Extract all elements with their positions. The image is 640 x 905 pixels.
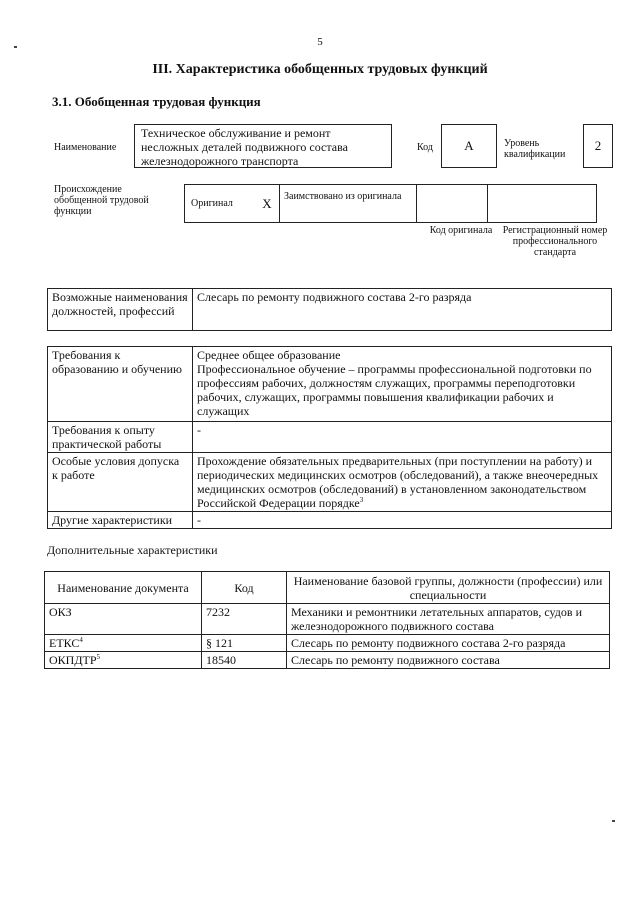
- education-value: [193, 347, 612, 422]
- positions-value: Слесарь по ремонту подвижного состава 2-го разряда: [193, 289, 612, 331]
- table-row: [45, 604, 610, 635]
- row-doc: ОКПДТР$^5$: [45, 652, 202, 669]
- additional-table: [44, 571, 610, 669]
- footnote-3: 3: [359, 496, 364, 504]
- header-name: Наименование базовой группы, должности (профессии) или специальности: [287, 572, 610, 604]
- subsection-title: 3.1. Обобщенная трудовая функция: [52, 94, 261, 109]
- level-label: Уровень квалификации: [504, 138, 566, 160]
- row-name: Слесарь по ремонту подвижного состава 2-го разряда: [287, 635, 610, 652]
- origin-table: [184, 184, 597, 223]
- header-code: Код: [202, 572, 287, 604]
- original-label: Оригинал: [185, 185, 256, 223]
- scan-mark: [612, 820, 615, 822]
- code-label: Код: [417, 142, 433, 153]
- footnote-4: 4: [79, 636, 83, 644]
- row-doc: ОКЗ: [45, 604, 202, 635]
- row-doc: ЕТКС$^4$: [45, 635, 202, 652]
- education-line1: Среднее общее образование: [197, 348, 341, 362]
- row-name: Механики и ремонтники летательных аппаратов, судов и железнодорожного подвижного состава: [287, 604, 610, 635]
- original-mark: X: [255, 185, 280, 223]
- header-doc: Наименование документа: [45, 572, 202, 604]
- experience-value: -: [193, 422, 612, 453]
- row-name: Слесарь по ремонту подвижного состава: [287, 652, 610, 669]
- section-title: III. Характеристика обобщенных трудовых функций: [152, 62, 488, 77]
- code-value-box: A: [441, 124, 497, 168]
- conditions-value: [193, 453, 612, 512]
- table-row: [45, 635, 610, 652]
- name-label: Наименование: [54, 142, 117, 153]
- positions-table: [47, 288, 612, 331]
- code-original-label: Код оригинала: [429, 225, 493, 236]
- function-name-box: Техническое обслуживание и ремонт несложных деталей подвижного состава железнодорожного транспорта: [134, 124, 392, 168]
- origin-label: Происхождение обобщенной трудовой функции: [54, 184, 149, 217]
- experience-label: Требования к опыту практической работы: [48, 422, 193, 453]
- reg-number-label: Регистрационный номер профессионального стандарта: [502, 225, 608, 258]
- conditions-label: Особые условия допуска к работе: [48, 453, 193, 512]
- row-code: 18540: [202, 652, 287, 669]
- row-code: 7232: [202, 604, 287, 635]
- conditions-text: Прохождение обязательных предварительных (при поступлении на работу) и периодических медицинских осмотров (обследований), а также внеочередных медицинских осмотров (обследований) в установленном законодательством Российской Федерации порядке: [197, 454, 599, 510]
- additional-title: Дополнительные характеристики: [47, 543, 218, 557]
- table-row: [45, 652, 610, 669]
- reg-number-cell: [488, 185, 597, 223]
- row-code: § 121: [202, 635, 287, 652]
- positions-label: Возможные наименования должностей, профессий: [48, 289, 193, 331]
- requirements-table: [47, 346, 612, 529]
- page-number: 5: [317, 36, 323, 48]
- level-value-box: 2: [583, 124, 613, 168]
- code-original-cell: [417, 185, 488, 223]
- other-value: -: [193, 512, 612, 529]
- footnote-5: 5: [96, 653, 101, 661]
- other-label: Другие характеристики: [48, 512, 193, 529]
- education-line2: Профессиональное обучение – программы профессиональной подготовки по профессиям рабочих, должностям служащих, программы переподготовки рабочих, служащих, программы повышения квалификации рабочих и служащих: [197, 362, 592, 418]
- education-label: Требования к образованию и обучению: [48, 347, 193, 422]
- borrowed-label: Заимствовано из оригинала: [280, 185, 417, 223]
